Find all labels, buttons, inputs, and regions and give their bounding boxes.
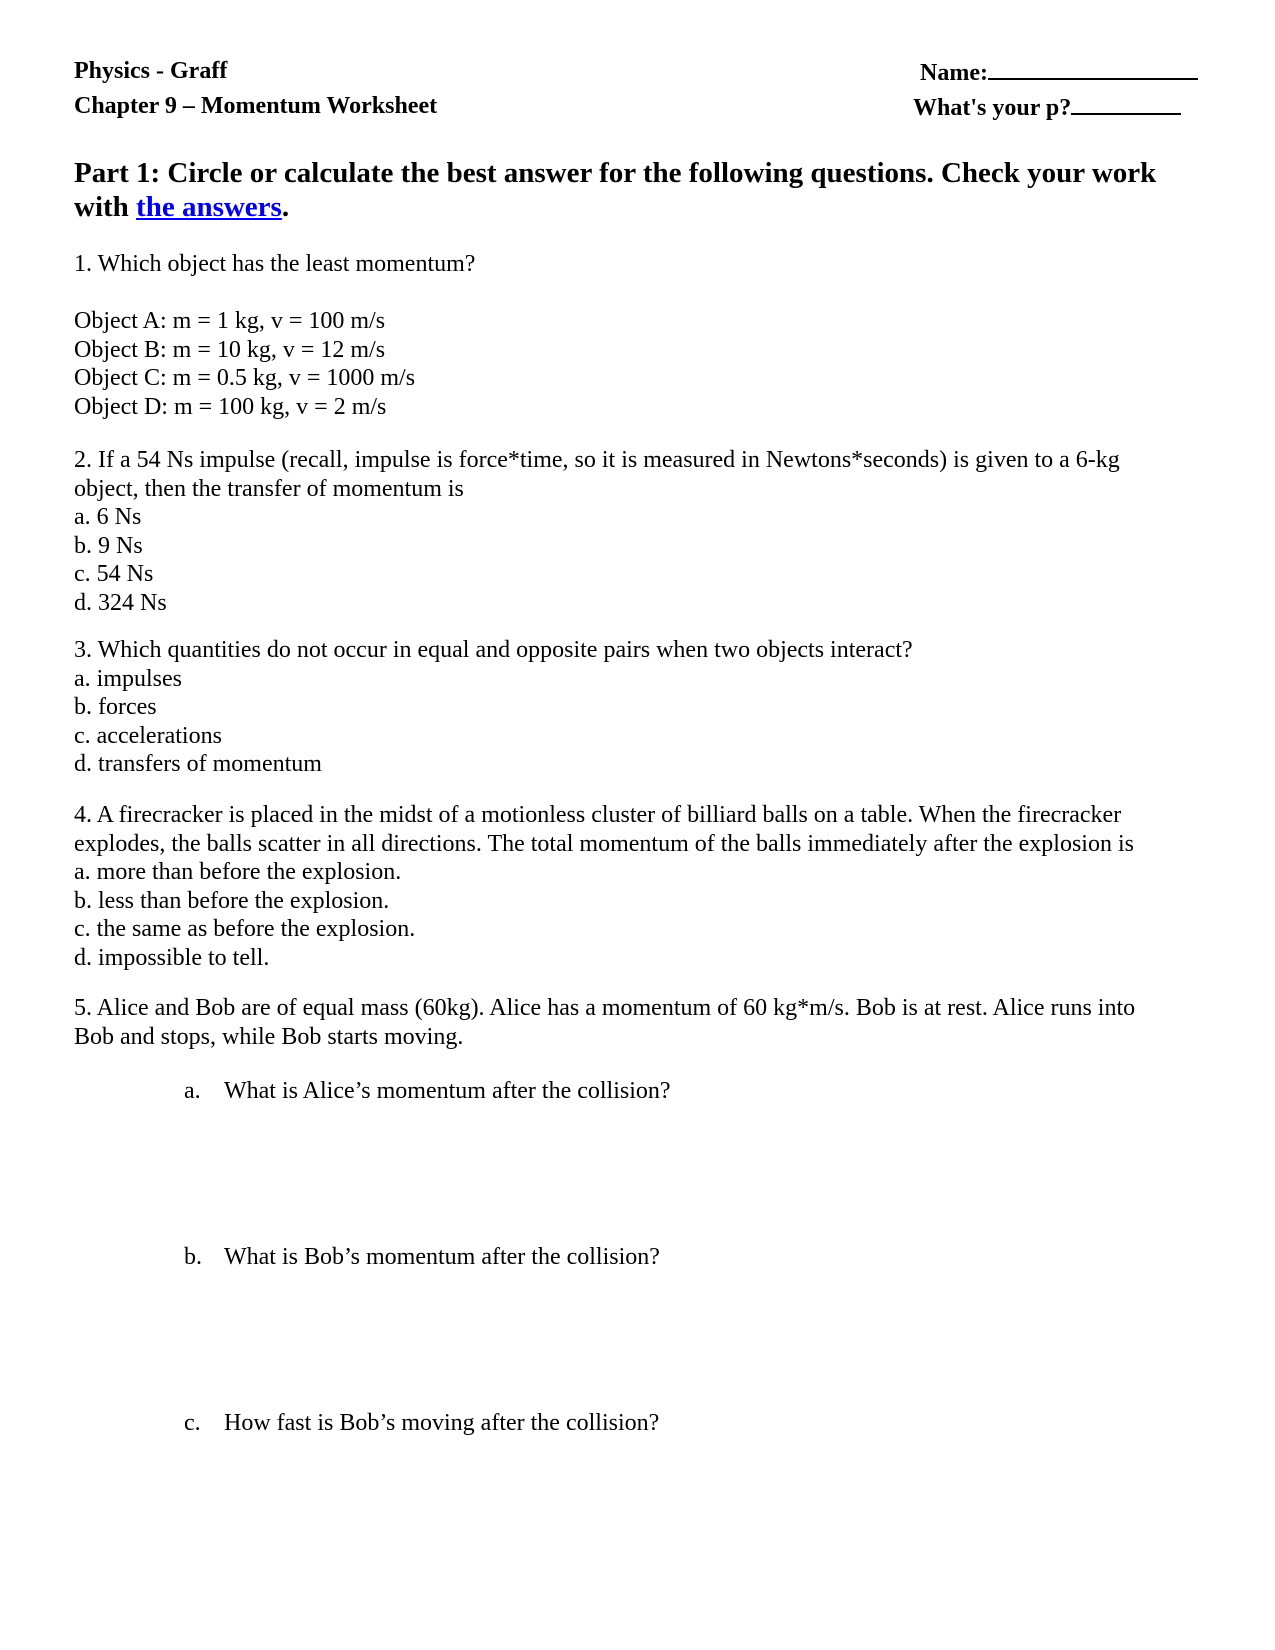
question-2	[74, 446, 1214, 617]
option-object-b: Object B: m = 10 kg, v = 12 m/s	[74, 336, 386, 363]
question-5	[74, 994, 1214, 1051]
p-field	[913, 91, 1181, 123]
name-field	[920, 56, 1198, 88]
question-3-option-d: d. transfers of momentum	[74, 751, 322, 777]
p-label: What's your p?	[913, 95, 1072, 121]
question-1-stem: 1. Which object has the least momentum?	[74, 251, 476, 277]
question-3-option-a: a. impulses	[74, 665, 182, 692]
question-1-options	[74, 307, 1214, 421]
course-title: Physics - Graff	[74, 58, 228, 84]
option-object-c: Object C: m = 0.5 kg, v = 1000 m/s	[74, 365, 416, 391]
question-5c	[184, 1409, 659, 1437]
question-3	[74, 636, 1214, 779]
question-2-option-a: a. 6 Ns	[74, 504, 142, 530]
question-5a	[184, 1077, 671, 1105]
chapter-title: Chapter 9 – Momentum Worksheet	[74, 93, 438, 119]
question-2-stem-line2: object, then the transfer of momentum is	[74, 475, 464, 502]
question-3-option-b: b. forces	[74, 694, 157, 720]
question-5-stem-line1: 5. Alice and Bob are of equal mass (60kg). Alice has a momentum of 60 kg*m/s. Bob is at rest. Alice runs into	[74, 995, 1136, 1021]
option-object-d: Object D: m = 100 kg, v = 2 m/s	[74, 393, 387, 420]
question-2-option-d: d. 324 Ns	[74, 589, 167, 616]
question-4	[74, 801, 1214, 972]
question-5b-letter: b.	[184, 1244, 202, 1270]
question-4-option-d: d. impossible to tell.	[74, 944, 270, 971]
question-4-stem-line2: explodes, the balls scatter in all directions. The total momentum of the balls immediately after the explosion is	[74, 830, 1134, 857]
name-blank-line	[988, 56, 1198, 80]
question-4-stem-line1: 4. A firecracker is placed in the midst of a motionless cluster of billiard balls on a table. When the firecracker	[74, 802, 1122, 828]
p-blank-line	[1071, 91, 1181, 115]
question-2-stem-line1: 2. If a 54 Ns impulse (recall, impulse is force*time, so it is measured in Newtons*seconds) is given to a 6-kg	[74, 447, 1120, 473]
question-3-option-c: c. accelerations	[74, 722, 222, 749]
question-5a-text: What is Alice’s momentum after the collision?	[224, 1078, 671, 1104]
question-4-option-b: b. less than before the explosion.	[74, 887, 390, 914]
question-2-option-b: b. 9 Ns	[74, 532, 143, 559]
part1-title	[74, 156, 1214, 224]
question-5b-text: What is Bob’s momentum after the collision?	[224, 1244, 660, 1270]
answers-link[interactable]: the answers	[136, 191, 282, 223]
question-5b	[184, 1243, 660, 1271]
question-3-stem: 3. Which quantities do not occur in equal and opposite pairs when two objects interact?	[74, 637, 913, 663]
question-2-option-c: c. 54 Ns	[74, 561, 154, 587]
name-label: Name:	[920, 60, 988, 86]
question-5a-letter: a.	[184, 1078, 201, 1104]
part1-title-suffix: .	[281, 191, 290, 223]
question-5c-letter: c.	[184, 1410, 201, 1436]
question-5c-text: How fast is Bob’s moving after the collision?	[224, 1410, 660, 1436]
part1-title-text: Part 1: Circle or calculate the best answer for the following questions. Check your work with	[74, 157, 1157, 223]
question-5-stem-line2: Bob and stops, while Bob starts moving.	[74, 1023, 464, 1050]
question-4-option-a: a. more than before the explosion.	[74, 859, 402, 885]
question-1	[74, 250, 1214, 279]
question-4-option-c: c. the same as before the explosion.	[74, 916, 416, 942]
option-object-a: Object A: m = 1 kg, v = 100 m/s	[74, 308, 386, 334]
